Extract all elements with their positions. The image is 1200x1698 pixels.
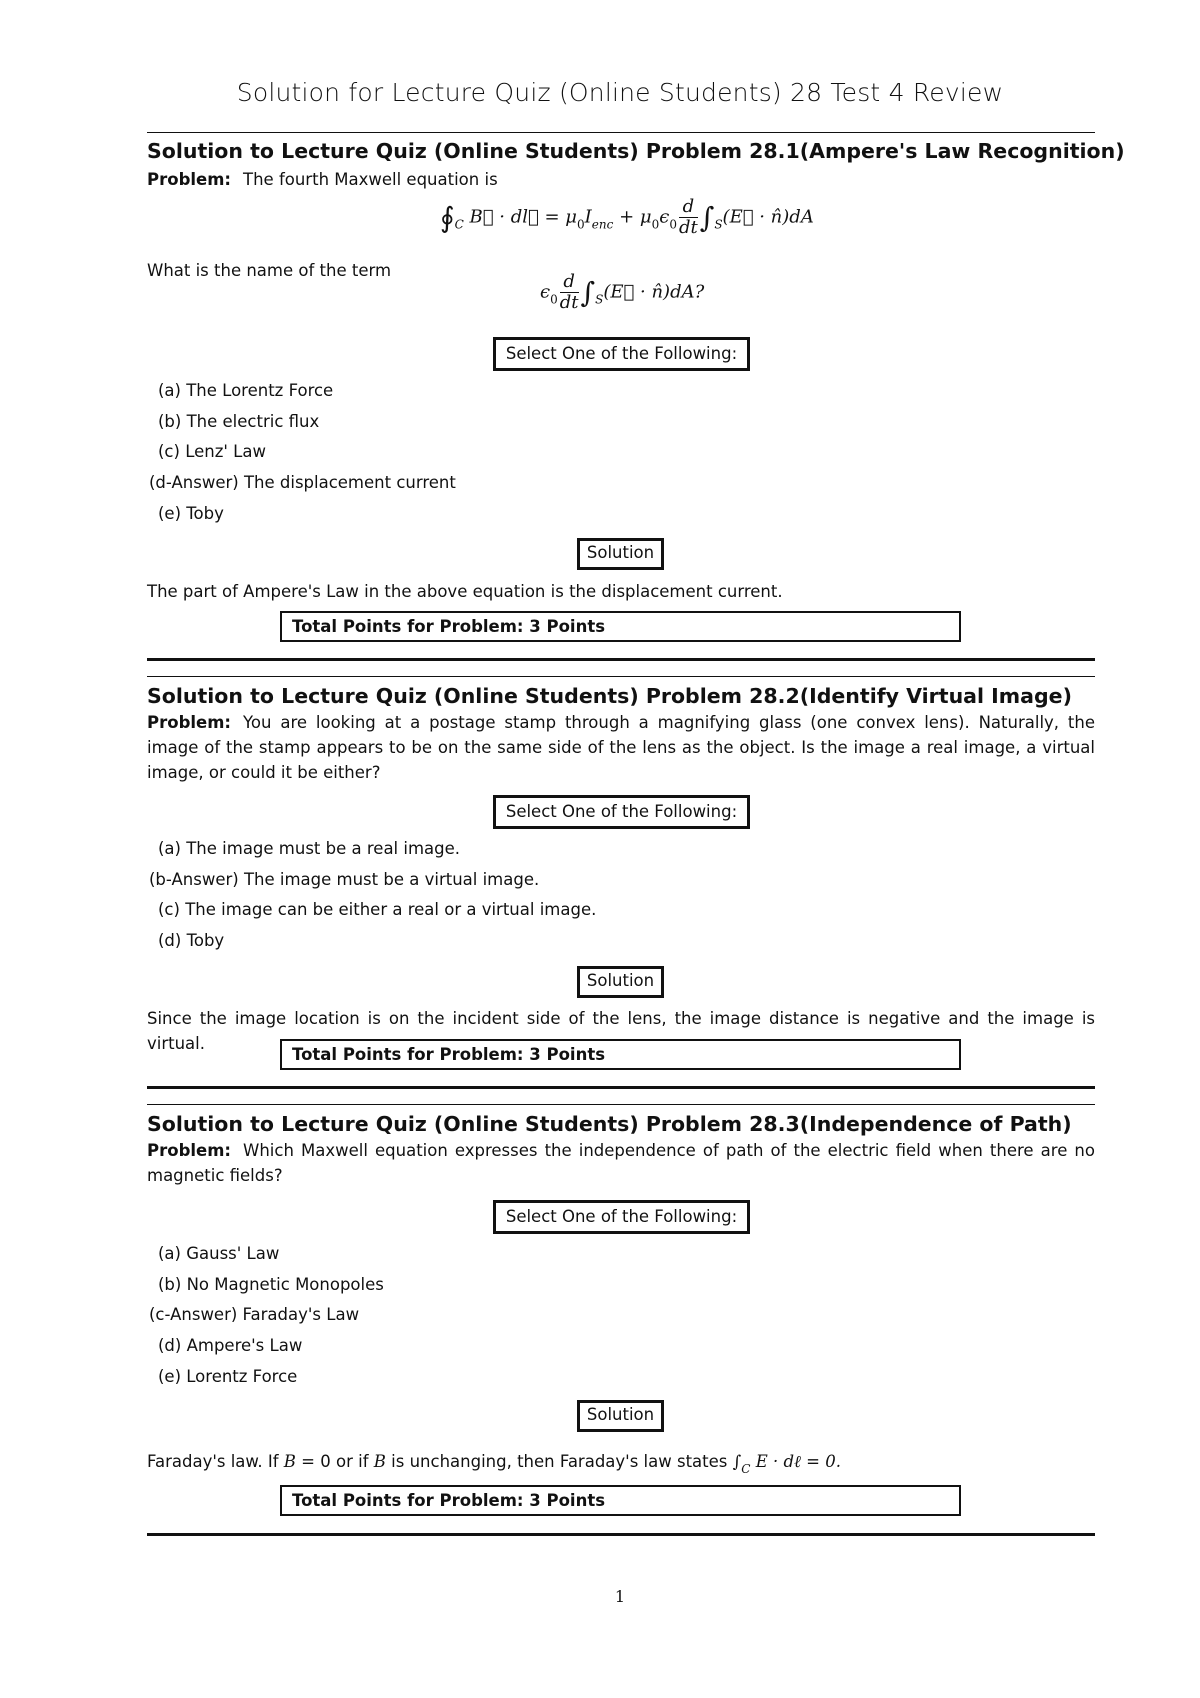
choice-b-answer: (b-Answer) The image must be a virtual image.: [149, 869, 540, 889]
choice-d: (d) Ampere's Law: [158, 1336, 303, 1356]
problem-3-text: [147, 1138, 1095, 1188]
choice-a: (a) The Lorentz Force: [158, 381, 334, 400]
problem-2-choices: [147, 834, 596, 957]
solution-equation: E · dℓ = 0.: [755, 1452, 841, 1471]
solution-text: = 0 or if: [295, 1452, 374, 1471]
select-prompt: Select One of the Following:: [493, 795, 750, 829]
problem-1-statement: The fourth Maxwell equation is: [243, 170, 498, 189]
title-rule: [147, 132, 1095, 133]
points-box: Total Points for Problem: 3 Points: [280, 1485, 961, 1516]
section-rule: [147, 1104, 1095, 1105]
problem-label: Problem:: [147, 713, 232, 732]
problem-3-choices: [147, 1239, 384, 1392]
choice-d: (d) Toby: [158, 931, 225, 951]
section-rule: [147, 658, 1095, 661]
problem-1-solution: The part of Ampere's Law in the above equation is the displacement current.: [147, 582, 783, 601]
points-box: Total Points for Problem: 3 Points: [280, 611, 961, 642]
problem-label: Problem:: [147, 1141, 232, 1160]
select-prompt: Select One of the Following:: [493, 337, 750, 371]
problem-2-statement: You are looking at a postage stamp through a magnifying glass (one convex lens). Naturally, the image of the stamp appears to be on the same side of the lens as the object. Is the image a real image, a virtual image, or could it be either?: [147, 713, 1095, 782]
problem-1-question: What is the name of the term: [147, 261, 392, 280]
displacement-term: $\epsilon_0$ $\frac{d}{dt}$ $\int_S(E⃗$ · n̂)dA?: [540, 271, 705, 313]
problem-2-solution: Since the image location is on the incident side of the lens, the image distance is negative and the image is virtual.: [147, 1009, 1095, 1053]
select-prompt: Select One of the Following:: [493, 1200, 750, 1234]
choice-a: (a) The image must be a real image.: [158, 839, 461, 858]
solution-heading: Solution: [577, 966, 664, 998]
choice-c-answer: (c-Answer) Faraday's Law: [149, 1305, 360, 1325]
problem-1-choices: [147, 376, 456, 529]
choice-c: (c) The image can be either a real or a virtual image.: [158, 900, 597, 920]
section-rule: [147, 676, 1095, 677]
choice-b: (b) No Magnetic Monopoles: [158, 1274, 384, 1294]
solution-heading: Solution: [577, 538, 664, 570]
solution-text: Faraday's law. If: [147, 1452, 284, 1471]
problem-3-solution: [147, 1449, 1095, 1482]
solution-heading: Solution: [577, 1400, 664, 1432]
problem-1-title: Solution to Lecture Quiz (Online Students) Problem 28.1(Ampere's Law Recognition): [147, 139, 1125, 163]
choice-e: (e) Lorentz Force: [158, 1366, 298, 1386]
problem-2-text: [147, 710, 1095, 785]
choice-e: (e) Toby: [158, 503, 224, 523]
maxwell-equation: $∮_C$ B⃗ · dl⃗ = $\mu_0I_{enc} + \mu_0\epsilon_0$ $\frac{d}{dt}$ $\int_S(E⃗$ · n̂)dA: [440, 196, 814, 238]
document-title: Solution for Lecture Quiz (Online Students) 28 Test 4 Review: [236, 78, 1004, 107]
problem-3-statement: Which Maxwell equation expresses the independence of path of the electric field when there are no magnetic fields?: [147, 1141, 1095, 1185]
path-integral: $\int_C$: [732, 1452, 751, 1476]
problem-1-text: [147, 167, 1095, 192]
problem-2-title: Solution to Lecture Quiz (Online Students) Problem 28.2(Identify Virtual Image): [147, 684, 1072, 708]
choice-d-answer: (d-Answer) The displacement current: [149, 473, 456, 493]
section-rule: [147, 1086, 1095, 1089]
page-number: 1: [614, 1587, 626, 1606]
problem-3-title: Solution to Lecture Quiz (Online Students) Problem 28.3(Independence of Path): [147, 1112, 1072, 1136]
choice-c: (c) Lenz' Law: [158, 442, 266, 462]
problem-label: Problem:: [147, 170, 232, 189]
solution-var-b: B: [373, 1452, 386, 1471]
section-rule: [147, 1533, 1095, 1536]
choice-a: (a) Gauss' Law: [158, 1244, 280, 1263]
solution-var-b: B: [283, 1452, 296, 1471]
points-box: Total Points for Problem: 3 Points: [280, 1039, 961, 1070]
choice-b: (b) The electric flux: [158, 411, 320, 431]
solution-text: is unchanging, then Faraday's law states: [385, 1452, 733, 1471]
